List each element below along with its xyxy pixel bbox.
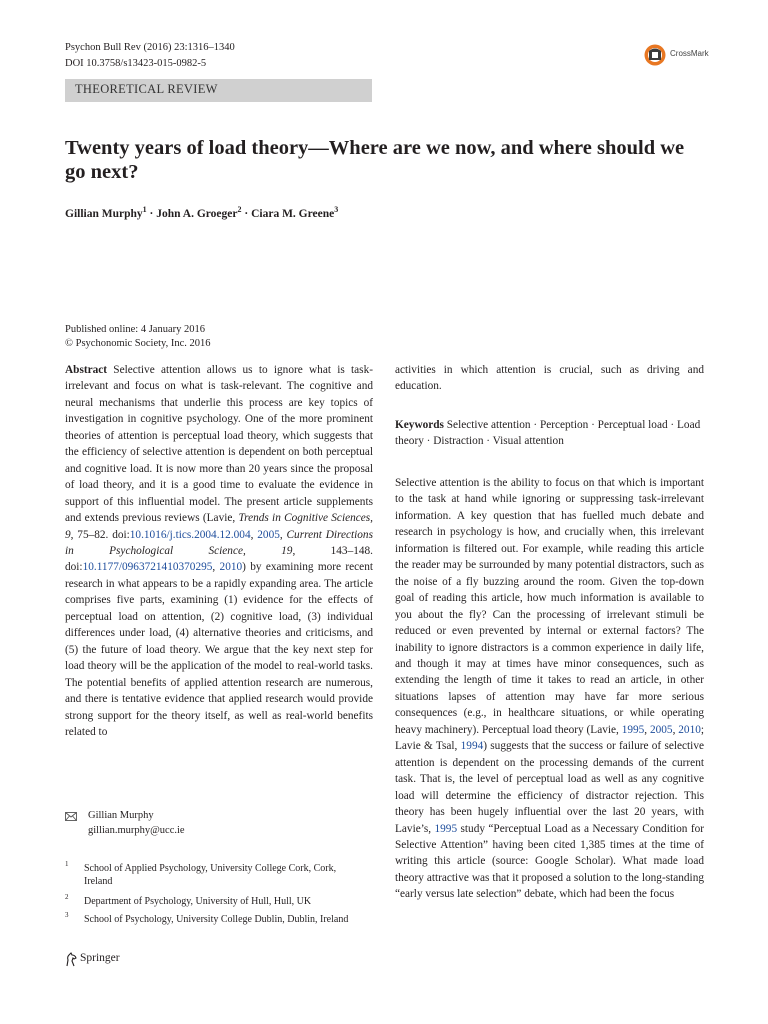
doi-link[interactable]: 10.1177/0963721410370295 [82,561,213,574]
abstract-text: , 75–82. doi: [70,528,130,541]
author-separator: · [241,207,252,220]
section-label-bar [65,79,372,102]
author-separator: · [146,207,157,220]
doi-link[interactable]: 10.1016/j.tics.2004.12.004 [129,528,251,541]
introduction-paragraph [395,475,704,903]
abstract-text: , 143–148. doi: [65,544,373,574]
body-text: ; Lavie & Tsal, [395,723,704,753]
body-text: study “Perceptual Load as a Necessary Condition for Selective Attention” having been cited 1,385 times at the time of writing this article (source: Google Scholar). What made load theory attractive was that it proposed a solution to the long-standing “early versus late selection” debate, which had been the focus [395,822,704,901]
author-name[interactable]: John A. Groeger [156,207,238,220]
keywords-heading: Keywords [395,419,444,431]
journal-citation: Psychon Bull Rev (2016) 23:1316–1340 [65,42,235,53]
journal-reference: Current Directions in Psychological Science, 19 [65,528,373,557]
citation-link[interactable]: 2005 [257,528,280,541]
body-text: , [644,723,650,736]
citation-link[interactable]: 1995 [621,723,645,736]
published-date: Published online: 4 January 2016 [65,324,205,335]
author-affiliation-number: 3 [334,205,339,214]
corresponding-author-name: Gillian Murphy [88,810,154,821]
author-name[interactable]: Gillian Murphy [65,207,143,220]
affiliation-text: School of Psychology, University College Dublin, Dublin, Ireland [84,914,349,925]
crossmark-icon [644,42,666,68]
publisher-logo [65,952,120,972]
keywords-paragraph [395,417,704,450]
abstract-text: , [250,528,258,541]
author-name[interactable]: Ciara M. Greene [251,207,335,220]
affiliation-number: 2 [65,893,69,901]
author-list [65,205,338,220]
abstract-text: ) by examining more recent research in what appears to be a rapidly expanding area. The article comprises five parts, examining (1) evidence for the effects of perceptual load on attention, (2) cognitive load, (3) individual differences under load, (4) alternative theories and criticisms, and (5) the future of load theory. We argue that the key next step for load theory will be the application of the model to real-world tasks. The potential benefits of applied attention research are numerous, and there is tentative evidence that applied research would provide strong support for the theory itself, as well as real-world benefits related to [65,561,373,738]
abstract-text: , [279,528,287,541]
body-text: ) suggests that the success or failure of selective attention is dependent on the processing demands of the current task. That is, the level of perceptual load as well as any cognitive load will determine the efficiency of distractor rejection. This theory has been hugely influential over the last 20 years, with Lavie’s, [395,740,704,835]
abstract-paragraph [65,362,373,740]
citation-link[interactable]: 1994 [460,740,484,753]
affiliation-text: Department of Psychology, University of Hull, Hull, UK [84,896,312,907]
keywords-list: Selective attention · Perception · Perceptual load · Load theory · Distraction · Visual attention [395,419,701,448]
affiliation-number: 3 [65,911,69,919]
abstract-continuation: activities in which attention is crucial, such as driving and education. [395,364,704,393]
body-text: , [672,723,679,736]
citation-link[interactable]: 1995 [434,822,458,835]
corresponding-author-email[interactable]: gillian.murphy@ucc.ie [88,825,185,836]
doi-line: DOI 10.3758/s13423-015-0982-5 [65,58,207,69]
author-affiliation-number: 1 [142,205,147,214]
affiliation-number: 1 [65,860,69,868]
journal-reference: Trends in Cognitive Sciences, 9 [65,512,373,541]
citation-link[interactable]: 2005 [649,723,673,736]
envelope-icon [65,812,77,821]
citation-link[interactable]: 2010 [219,561,243,574]
springer-horse-icon [65,952,78,967]
article-title: Twenty years of load theory—Where are we now, and where should we go next? [65,137,685,183]
body-text: Selective attention is the ability to focus on that which is important to the task at hand while ignoring or suppressing task-irrelevant information. A key question that has fuelled much debate and research in psychology is how, and crucially when, this irrelevant information is filtered out. For example, while reading this article the reader may be surrounded by many potential distractors, such as the noise of a fly buzzing around the room. Given the top-down goal of reading this article, how much information is available to you about the fly? Can the processing of irrelevant stimuli be reduced or even prevented by internal or external factors? The inability to ignore distractors is a common experience in daily life, and though it may at times have minor consequences, such as extending the length of time it takes to read an article, in other situations lapses of attention may have far more serious consequences (e.g., in healthcare situations, or while operating heavy machinery). Perceptual load theory (Lavie, [395,477,704,736]
affiliation-text: School of Applied Psychology, University College Cork, Cork, Ireland [84,863,337,887]
crossmark-label: CrossMark [670,49,709,58]
citation-link[interactable]: 2010 [678,723,701,736]
abstract-heading: Abstract [65,364,108,376]
copyright-notice: © Psychonomic Society, Inc. 2016 [65,338,211,349]
crossmark-badge[interactable] [644,42,716,70]
author-affiliation-number: 2 [237,205,242,214]
publisher-name: Springer [80,952,120,964]
abstract-text: , [212,561,220,574]
abstract-text: Selective attention allows us to ignore what is task-irrelevant and focus on what is task-relevant. The cognitive and neural mechanisms that underlie this process are key topics of investigation in cognitive psychology. One of the more prominent theories of attention is perceptual load theory, which suggests that the efficiency of selective attention is dependent on both perceptual and cognitive load. It is now more than 20 years since the proposal of load theory, and it is a good time to evaluate the evidence in support of this influential model. The present article supplements and extends previous reviews (Lavie, [65,364,373,525]
section-label: THEORETICAL REVIEW [75,82,218,96]
